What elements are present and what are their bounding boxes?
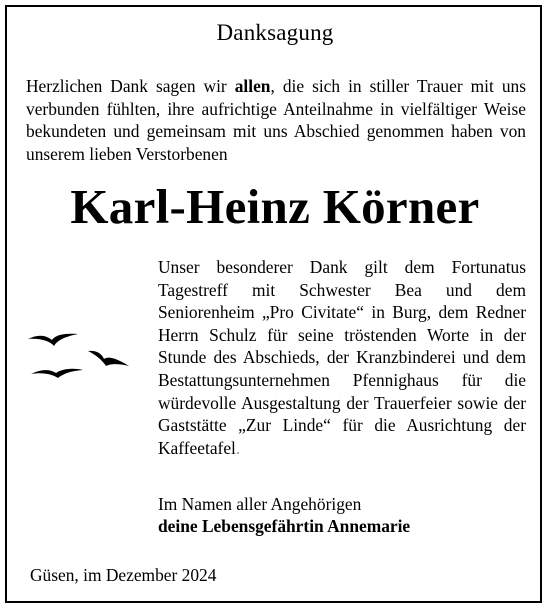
intro-paragraph <box>26 75 526 165</box>
notice-title: Danksagung <box>216 20 334 45</box>
intro-bold-word: allen <box>234 76 271 96</box>
special-thanks-text: Unser besonderer Dank gilt dem Fortunatus Tagestreff mit Schwester Bea und dem Seniorenheim „Pro Civitate“ in Burg, dem Redner Herrn Schulz für seine tröstenden Worte in der Stunde des Abschieds, der Kranzbinderei und dem Bestattungsunternehmen Pfennighaus für die würdevolle Ausgestaltung der Trauerfeier sowie der Gaststätte „Zur Linde“ für die Ausrichtung der Kaffeetafel <box>158 257 526 458</box>
special-thanks-paragraph <box>158 256 526 459</box>
signature-line-1: Im Namen aller Angehörigen <box>158 494 362 514</box>
deceased-name: Karl-Heinz Körner <box>70 179 480 234</box>
signature-line-2: deine Lebensgefährtin Annemarie <box>158 516 411 536</box>
place-and-date: Güsen, im Dezember 2024 <box>30 565 217 585</box>
intro-text-start: Herzlichen Dank sagen wir <box>26 76 235 96</box>
special-thanks-end: . <box>235 437 241 458</box>
intro-text-end: , die sich in stiller Trauer mit uns verbunden fühlten, ihre aufrichtige Anteilnahme in vielfältiger Weise bekundeten und gemeinsam mit uns Abschied genommen haben von unserem lieben Verstorbenen <box>26 76 526 164</box>
flying-birds-icon <box>28 332 140 382</box>
